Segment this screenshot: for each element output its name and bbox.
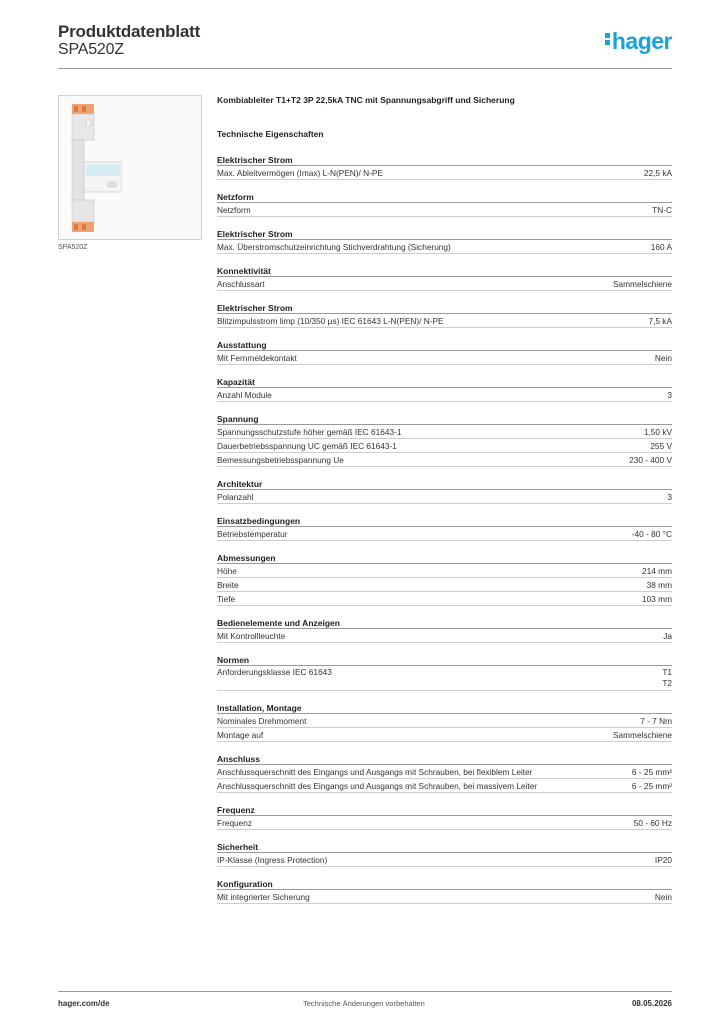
spec-section <box>217 805 672 830</box>
spec-section <box>217 303 672 328</box>
spec-section <box>217 229 672 254</box>
spec-value-line: Ja <box>663 631 672 641</box>
spec-value-line: -40 - 80 °C <box>631 529 672 539</box>
spec-section <box>217 414 672 467</box>
section-title: Bedienelemente und Anzeigen <box>217 618 672 629</box>
section-title: Elektrischer Strom <box>217 229 672 240</box>
page-title: Produktdatenblatt <box>58 22 201 41</box>
spec-row <box>217 853 672 867</box>
spec-label: Netzform <box>217 205 251 215</box>
spec-row <box>217 425 672 439</box>
spec-row <box>217 666 672 691</box>
spec-label: Anforderungsklasse IEC 61643 <box>217 667 332 677</box>
spec-label: Breite <box>217 580 239 590</box>
spec-value-line: Nein <box>654 892 672 902</box>
spec-value <box>667 388 672 401</box>
spec-value-line: 255 V <box>650 441 672 451</box>
section-title: Ausstattung <box>217 340 672 351</box>
spec-section <box>217 754 672 793</box>
section-title: Einsatzbedingungen <box>217 516 672 527</box>
section-title: Spannung <box>217 414 672 425</box>
product-description: Kombiableiter T1+T2 3P 22,5kA TNC mit Spannungsabgriff und Sicherung <box>217 95 515 105</box>
spec-value <box>642 592 672 605</box>
spec-row <box>217 388 672 402</box>
spec-value <box>655 351 672 364</box>
section-title: Konnektivität <box>217 266 672 277</box>
spec-value-line: 50 - 60 Hz <box>633 818 672 828</box>
spec-row <box>217 779 672 793</box>
footer-divider <box>58 991 672 992</box>
spec-value-line: 38 mm <box>646 580 672 590</box>
spec-value-line: TN-C <box>652 205 672 215</box>
footer-website: hager.com/de <box>58 999 110 1008</box>
spec-label: Tiefe <box>217 594 236 604</box>
spec-value <box>651 240 672 253</box>
spec-value-line: T2 <box>662 678 672 688</box>
section-title: Installation, Montage <box>217 703 672 714</box>
image-caption: SPA520Z <box>58 244 88 251</box>
spec-label: Mit integrierter Sicherung <box>217 892 310 902</box>
header-divider <box>58 68 672 69</box>
spec-label: Mit Fernmeldekontakt <box>217 353 297 363</box>
spec-value-line: Nein <box>654 353 672 363</box>
spec-row <box>217 765 672 779</box>
spec-label: Polanzahl <box>217 492 254 502</box>
section-title: Netzform <box>217 192 672 203</box>
spec-value-line: Sammelschiene <box>612 730 672 740</box>
spec-label: Frequenz <box>217 818 253 828</box>
spec-value <box>650 439 672 452</box>
section-title: Normen <box>217 655 672 666</box>
spec-value <box>640 714 672 727</box>
spec-value <box>655 853 672 866</box>
spec-row <box>217 351 672 365</box>
spec-section <box>217 479 672 504</box>
footer-date: 08.05.2026 <box>631 999 672 1008</box>
spec-value-line: 3 <box>667 390 672 400</box>
spec-section <box>217 155 672 180</box>
section-title: Konfiguration <box>217 879 672 890</box>
spec-section <box>217 655 672 691</box>
spec-row <box>217 203 672 217</box>
logo-dots-icon <box>605 31 610 47</box>
spec-row <box>217 578 672 592</box>
spec-label: Dauerbetriebsspannung UC gemäß IEC 61643-1 <box>217 441 397 451</box>
spec-label: Max. Überstromschutzeinrichtung Stichverdrahtung (Sicherung) <box>217 242 451 252</box>
spec-label: Blitzimpulsstrom limp (10/350 µs) IEC 61643 L-N(PEN)/ N-PE <box>217 316 444 326</box>
section-title: Sicherheit <box>217 842 672 853</box>
spec-section <box>217 192 672 217</box>
spec-section <box>217 842 672 867</box>
spec-value <box>613 277 672 290</box>
spec-value <box>647 578 672 591</box>
section-title: Frequenz <box>217 805 672 816</box>
spec-value-line: 7 - 7 Nm <box>640 716 672 726</box>
spec-row <box>217 564 672 578</box>
spec-value <box>662 667 672 689</box>
spec-value <box>642 564 672 577</box>
spec-section <box>217 553 672 606</box>
spec-section <box>217 340 672 365</box>
spec-row <box>217 816 672 830</box>
spec-value <box>632 527 672 540</box>
spec-value-line: 230 - 400 V <box>629 455 672 465</box>
spec-label: Anschlussart <box>217 279 265 289</box>
spec-value-line: 1,50 kV <box>643 427 672 437</box>
section-title: Abmessungen <box>217 553 672 564</box>
spec-value-line: 103 mm <box>642 594 672 604</box>
spec-row <box>217 714 672 728</box>
spec-label: Höhe <box>217 566 237 576</box>
spec-row <box>217 629 672 643</box>
spec-sections <box>217 155 672 904</box>
spec-label: Spannungsschutzstufe höher gemäß IEC 61643-1 <box>217 427 402 437</box>
spec-row <box>217 166 672 180</box>
spec-row <box>217 453 672 467</box>
logo-text: hager <box>611 28 672 54</box>
spec-section <box>217 266 672 291</box>
spec-value <box>634 816 672 829</box>
spec-row <box>217 490 672 504</box>
brand-logo <box>605 28 672 55</box>
footer-notice: Technische Änderungen vorbehalten <box>303 999 425 1008</box>
spec-value <box>663 629 672 642</box>
spec-value <box>632 779 672 792</box>
spec-label: Max. Ableitvermögen (Imax) L-N(PEN)/ N-PE <box>217 168 383 178</box>
spec-label: Anzahl Module <box>217 390 272 400</box>
spec-value-line: 22,5 kA <box>643 168 672 178</box>
spec-section <box>217 703 672 742</box>
spec-row <box>217 527 672 541</box>
spec-row <box>217 890 672 904</box>
main-content <box>217 95 672 916</box>
spec-label: Bemessungsbetriebsspannung Ue <box>217 455 344 465</box>
spec-row <box>217 439 672 453</box>
spec-value <box>667 490 672 503</box>
spec-row <box>217 728 672 742</box>
spec-value-line: Sammelschiene <box>612 279 672 289</box>
spec-value-line: 160 A <box>650 242 672 252</box>
section-title: Architektur <box>217 479 672 490</box>
spec-value-line: 6 - 25 mm² <box>631 767 672 777</box>
spec-value-line: 7,5 kA <box>648 316 672 326</box>
technical-properties-heading: Technische Eigenschaften <box>217 129 324 139</box>
section-title: Kapazität <box>217 377 672 388</box>
spec-section <box>217 879 672 904</box>
spec-label: Anschlussquerschnitt des Eingangs und Ausgangs mit Schrauben, bei massivem Leiter <box>217 781 538 791</box>
spec-row <box>217 277 672 291</box>
spec-label: IP-Klasse (Ingress Protection) <box>217 855 328 865</box>
section-title: Anschluss <box>217 754 672 765</box>
section-title: Elektrischer Strom <box>217 303 672 314</box>
spec-section <box>217 516 672 541</box>
spec-value-line: T1 <box>662 667 672 677</box>
product-code: SPA520Z <box>58 41 124 58</box>
spec-label: Montage auf <box>217 730 264 740</box>
spec-row <box>217 592 672 606</box>
spec-value <box>613 728 672 741</box>
spec-value <box>632 765 672 778</box>
spec-value <box>629 453 672 466</box>
spec-value-line: 6 - 25 mm² <box>631 781 672 791</box>
spec-label: Nominales Drehmoment <box>217 716 307 726</box>
spec-label: Anschlussquerschnitt des Eingangs und Ausgangs mit Schrauben, bei flexiblem Leiter <box>217 767 533 777</box>
spec-value-line: 214 mm <box>642 566 672 576</box>
product-image <box>58 95 202 240</box>
spec-section <box>217 618 672 643</box>
spec-value <box>655 890 672 903</box>
spec-value <box>644 425 672 438</box>
spec-value <box>652 203 672 216</box>
section-title: Elektrischer Strom <box>217 155 672 166</box>
spec-value-line: IP20 <box>654 855 672 865</box>
spec-row <box>217 314 672 328</box>
spec-section <box>217 377 672 402</box>
spec-label: Betriebstemperatur <box>217 529 288 539</box>
spec-label: Mit Kontrollleuchte <box>217 631 286 641</box>
spec-row <box>217 240 672 254</box>
spec-value-line: 3 <box>667 492 672 502</box>
spec-value <box>648 314 672 327</box>
spec-value <box>644 166 672 179</box>
surge-protector-device-icon <box>68 102 122 234</box>
